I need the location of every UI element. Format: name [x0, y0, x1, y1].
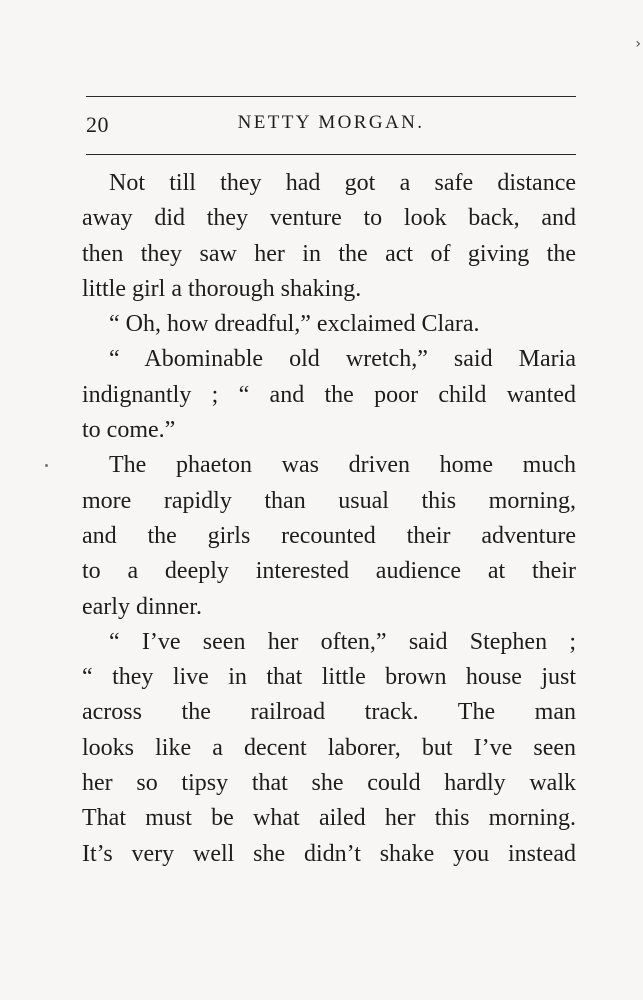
text-line: “ I’ve seen her often,” said Stephen ;: [109, 628, 576, 655]
text-line: Not till they had got a safe distance: [109, 170, 576, 196]
text-line: her so tipsy that she could hardly walk: [82, 770, 576, 797]
page-number: 20: [86, 112, 109, 137]
text-line: to come.”: [82, 417, 176, 444]
text-line: early dinner.: [82, 593, 202, 620]
text-line: across the railroad track. The man: [82, 699, 576, 726]
text-line: indignantly ; “ and the poor child wanted: [82, 381, 576, 408]
text-line: “ they live in that little brown house just: [82, 664, 576, 691]
text-line: “ Oh, how dreadful,” exclaimed Clara.: [109, 311, 480, 338]
text-line: to a deeply interested audience at their: [82, 558, 576, 585]
running-title: NETTY MORGAN.: [237, 112, 425, 133]
text-line: more rapidly than usual this morning,: [82, 487, 576, 514]
paper-speck: [45, 464, 48, 467]
text-line: That must be what ailed her this morning.: [82, 805, 576, 832]
page-header: [86, 112, 576, 142]
header-bottom-rule: [86, 154, 576, 155]
page-edge-mark: ›: [635, 36, 641, 52]
text-line: “ Abominable old wretch,” said Maria: [109, 346, 576, 373]
text-line: little girl a thorough shaking.: [82, 275, 362, 302]
text-line: It’s very well she didn’t shake you instead: [82, 840, 576, 867]
text-line: and the girls recounted their adventure: [82, 522, 576, 549]
text-line: The phaeton was driven home much: [109, 452, 576, 479]
text-line: then they saw her in the act of giving the: [82, 240, 576, 267]
header-top-rule: [86, 96, 576, 97]
text-line: looks like a decent laborer, but I’ve seen: [82, 734, 576, 761]
body-text: [82, 166, 576, 872]
text-line: away did they venture to look back, and: [82, 205, 576, 232]
